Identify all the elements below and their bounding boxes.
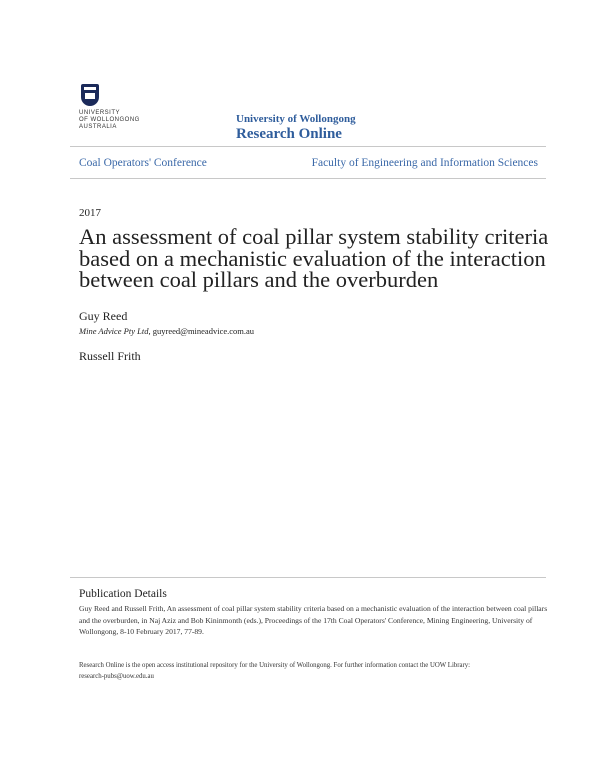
- crest-icon: [81, 84, 99, 106]
- publication-details-heading: Publication Details: [79, 588, 167, 600]
- publication-year: 2017: [79, 207, 101, 219]
- publication-details-text: Guy Reed and Russell Frith, An assessment of coal pillar system stability criteria based on a mechanistic evaluation of the interaction between coal pillars and the overburden, in Naj Aziz and Bob Kininmonth (eds.), Proceedings of the 17th Coal Operators' Conference, Mining Engineering, University of Wollongong, 8-10 February 2017, 77-89.: [79, 604, 548, 636]
- author-email[interactable]: guyreed@mineadvice.com.au: [152, 326, 255, 336]
- divider-top: [70, 146, 546, 147]
- author-affiliation: Mine Advice Pty Ltd, guyreed@mineadvice.com.au: [79, 326, 255, 336]
- divider-publication: [70, 577, 546, 578]
- footer-notice: Research Online is the open access institutional repository for the University of Wollongong. For further information contact the UOW Library: research-pubs@uow.edu.au: [79, 662, 471, 680]
- repository-title[interactable]: [236, 113, 356, 143]
- faculty-link[interactable]: Faculty of Engineering and Information Sciences: [311, 157, 538, 169]
- logo-wordmark: UNIVERSITY OF WOLLONGONG AUSTRALIA: [79, 110, 140, 130]
- divider-nav: [70, 178, 546, 179]
- conference-link[interactable]: Coal Operators' Conference: [79, 157, 207, 169]
- footer-email-link[interactable]: research-pubs@uow.edu.au: [79, 673, 154, 680]
- university-logo: [79, 84, 149, 136]
- repository-title-line2[interactable]: Research Online: [236, 126, 342, 142]
- author-name: Russell Frith: [79, 349, 141, 363]
- paper-title: An assessment of coal pillar system stability criteria based on a mechanistic evaluation of the interaction between coal pillars and the overburden: [79, 224, 549, 292]
- author-name: Guy Reed: [79, 309, 128, 323]
- repository-title-line1[interactable]: University of Wollongong: [236, 113, 356, 125]
